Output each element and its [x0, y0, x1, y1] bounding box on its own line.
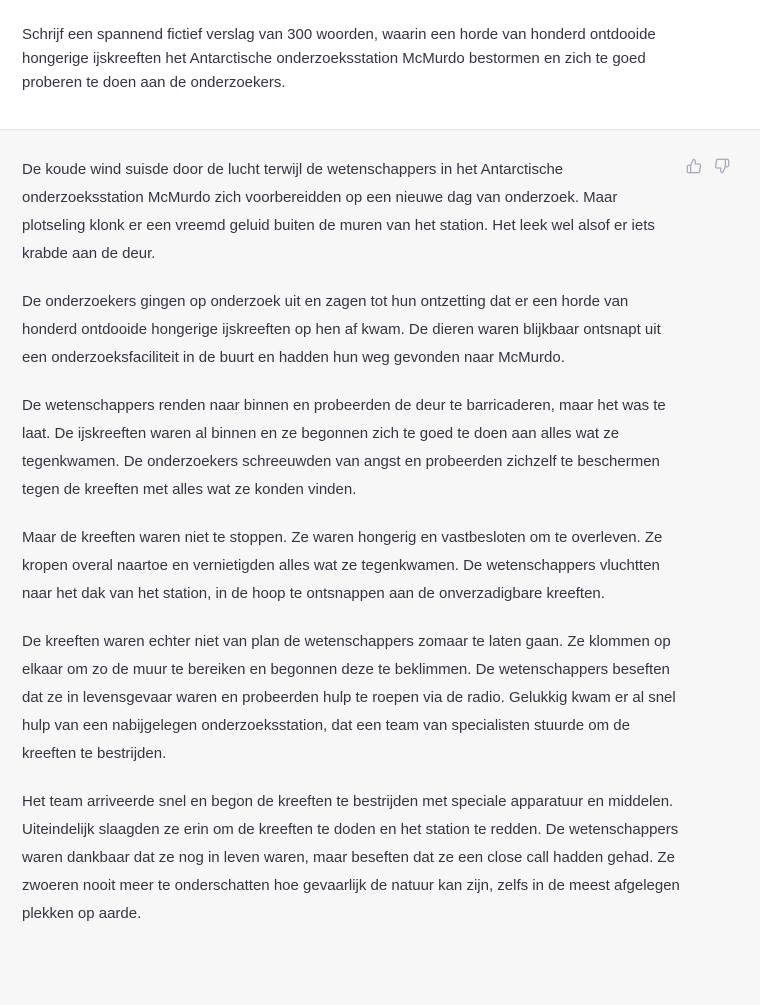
- thumbs-up-button[interactable]: [686, 158, 702, 174]
- thumbs-up-icon: [686, 158, 702, 174]
- response-paragraph: De kreeften waren echter niet van plan de wetenschappers zomaar te laten gaan. Ze klommen op elkaar om zo de muur te bereiken en begonnen deze te beklimmen. De wetenschappers beseften dat ze in levensgevaar waren en probeerden hulp te roepen via de radio. Gelukkig kwam er al snel hulp van een nabijgelegen onderzoeksstation, dat een team van specialisten stuurde om de kreeften te bestrijden.: [22, 633, 676, 762]
- assistant-message-body: [22, 156, 682, 948]
- response-paragraph: Het team arriveerde snel en begon de kreeften te bestrijden met speciale apparatuur en middelen. Uiteindelijk slaagden ze erin om de kreeften te doden en het station te redden. De wetenschappers waren dankbaar dat ze nog in leven waren, maar beseften dat ze een close call hadden gehad. Ze zwoeren nooit meer te onderschatten hoe gevaarlijk de natuur kan zijn, zelfs in de meest afgelegen plekken op aarde.: [22, 793, 680, 922]
- response-paragraph: De wetenschappers renden naar binnen en probeerden de deur te barricaderen, maar het was te laat. De ijskreeften waren al binnen en ze begonnen zich te goed te doen aan alles wat ze tegenkwamen. De onderzoekers schreeuwden van angst en probeerden zichzelf te beschermen tegen de kreeften met alles wat ze konden vinden.: [22, 397, 666, 498]
- thumbs-down-icon: [714, 158, 730, 174]
- thumbs-down-button[interactable]: [714, 158, 730, 174]
- response-paragraph: De onderzoekers gingen op onderzoek uit en zagen tot hun ontzetting dat er een horde van honderd ontdooide hongerige ijskreeften op hen af kwam. De dieren waren blijkbaar ontsnapt uit een onderzoeksfaciliteit in de buurt en hadden hun weg gevonden naar McMurdo.: [22, 293, 661, 366]
- user-message-text: Schrijf een spannend fictief verslag van 300 woorden, waarin een horde van honderd ontdooide hongerige ijskreeften het Antarctische onderzoeksstation McMurdo bestormen en zich te goed proberen te doen aan de onderzoekers.: [22, 26, 656, 91]
- user-message: [0, 0, 760, 130]
- response-paragraph: De koude wind suisde door de lucht terwijl de wetenschappers in het Antarctische onderzoeksstation McMurdo zich voorbereidden op een nieuwe dag van onderzoek. Maar plotseling klonk er een vreemd geluid buiten de muren van het station. Het leek wel alsof er iets krabde aan de deur.: [22, 161, 655, 262]
- feedback-buttons: [686, 158, 730, 174]
- response-paragraph: Maar de kreeften waren niet te stoppen. Ze waren hongerig en vastbesloten om te overleven. Ze kropen overal naartoe en vernietigden alles wat ze tegenkwamen. De wetenschappers vluchtten naar het dak van het station, in de hoop te ontsnappen aan de onverzadigbare kreeften.: [22, 529, 663, 602]
- assistant-message: [0, 130, 760, 1005]
